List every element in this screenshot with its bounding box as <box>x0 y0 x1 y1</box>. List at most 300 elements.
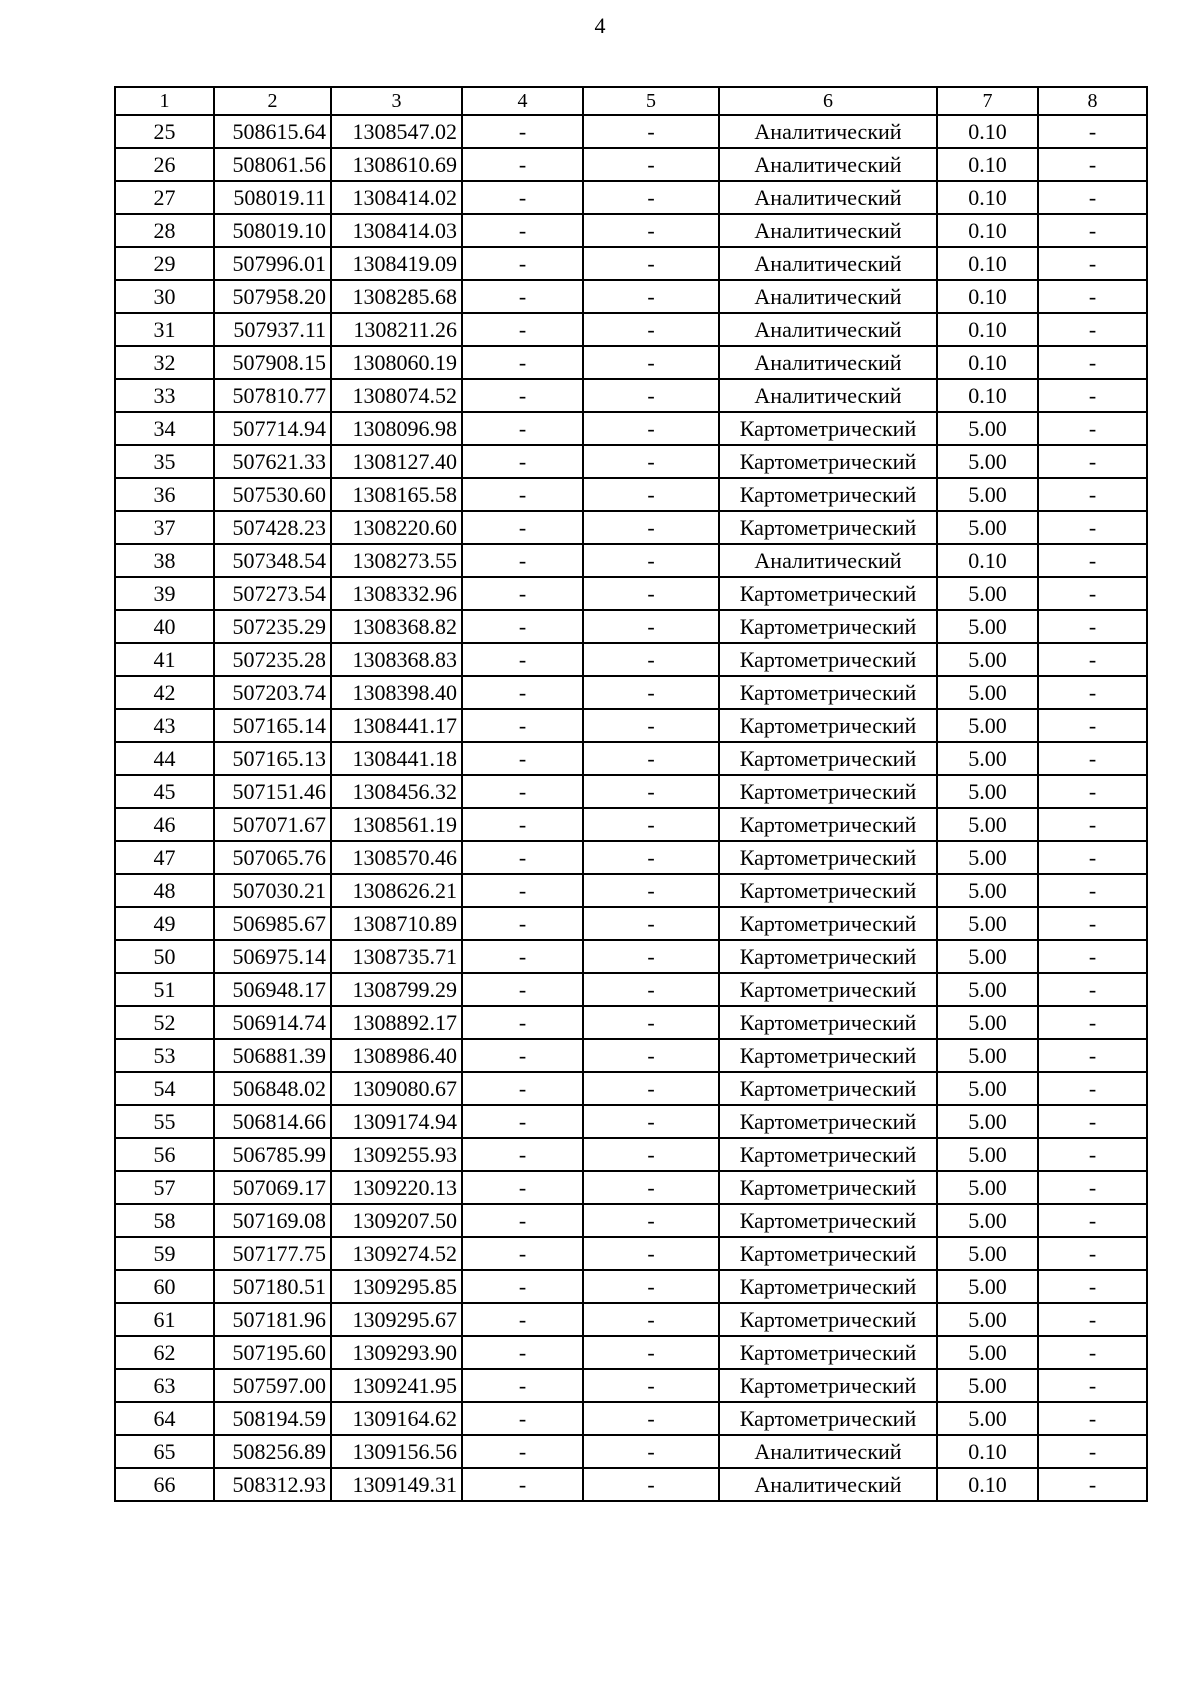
table-cell: 1308211.26 <box>331 313 462 346</box>
table-cell: 507348.54 <box>214 544 331 577</box>
table-cell: 57 <box>115 1171 214 1204</box>
table-row <box>115 1336 1147 1369</box>
table-cell: 31 <box>115 313 214 346</box>
table-cell: - <box>583 742 719 775</box>
table-cell: Картометрический <box>719 808 937 841</box>
table-cell: - <box>583 445 719 478</box>
table-cell: 39 <box>115 577 214 610</box>
table-cell: - <box>462 280 583 313</box>
table-cell: Картометрический <box>719 1303 937 1336</box>
table-cell: 52 <box>115 1006 214 1039</box>
table-cell: 506975.14 <box>214 940 331 973</box>
table-cell: 64 <box>115 1402 214 1435</box>
table-cell: - <box>1038 1204 1147 1237</box>
table-cell: 508615.64 <box>214 115 331 148</box>
table-cell: 507065.76 <box>214 841 331 874</box>
table-cell: 507177.75 <box>214 1237 331 1270</box>
table-cell: - <box>583 973 719 1006</box>
table-cell: - <box>1038 1336 1147 1369</box>
table-cell: - <box>462 841 583 874</box>
table-cell: 65 <box>115 1435 214 1468</box>
table-cell: 0.10 <box>937 544 1038 577</box>
table-cell: 0.10 <box>937 115 1038 148</box>
table-cell: 25 <box>115 115 214 148</box>
table-cell: 1308441.18 <box>331 742 462 775</box>
table-cell: - <box>1038 1270 1147 1303</box>
table-cell: 1308735.71 <box>331 940 462 973</box>
table-cell: 5.00 <box>937 643 1038 676</box>
table-cell: - <box>462 577 583 610</box>
table-cell: 48 <box>115 874 214 907</box>
table-cell: - <box>1038 1072 1147 1105</box>
table-cell: - <box>583 709 719 742</box>
table-cell: 27 <box>115 181 214 214</box>
table-row <box>115 775 1147 808</box>
table-cell: 63 <box>115 1369 214 1402</box>
table-cell: Картометрический <box>719 676 937 709</box>
table-cell: 53 <box>115 1039 214 1072</box>
table-cell: - <box>583 214 719 247</box>
table-cell: 5.00 <box>937 1303 1038 1336</box>
table-cell: - <box>462 1237 583 1270</box>
table-cell: Картометрический <box>719 610 937 643</box>
table-cell: - <box>462 1435 583 1468</box>
table-cell: 5.00 <box>937 940 1038 973</box>
table-cell: Аналитический <box>719 346 937 379</box>
table-cell: 0.10 <box>937 181 1038 214</box>
table-cell: 5.00 <box>937 1369 1038 1402</box>
table-cell: 1309174.94 <box>331 1105 462 1138</box>
table-row <box>115 1138 1147 1171</box>
table-cell: 0.10 <box>937 1468 1038 1501</box>
table-cell: 56 <box>115 1138 214 1171</box>
table-cell: - <box>583 313 719 346</box>
table-cell: 61 <box>115 1303 214 1336</box>
table-cell: 1308096.98 <box>331 412 462 445</box>
table-cell: 507235.28 <box>214 643 331 676</box>
table-cell: 1308561.19 <box>331 808 462 841</box>
table-cell: 1308414.03 <box>331 214 462 247</box>
table-cell: 5.00 <box>937 610 1038 643</box>
table-cell: - <box>583 1039 719 1072</box>
table-cell: - <box>1038 1303 1147 1336</box>
table-cell: - <box>1038 379 1147 412</box>
table-cell: Картометрический <box>719 1402 937 1435</box>
table-cell: 0.10 <box>937 346 1038 379</box>
table-cell: Картометрический <box>719 874 937 907</box>
table-cell: 5.00 <box>937 1171 1038 1204</box>
table-cell: Аналитический <box>719 181 937 214</box>
table-cell: Картометрический <box>719 1072 937 1105</box>
table-cell: 60 <box>115 1270 214 1303</box>
table-cell: 507937.11 <box>214 313 331 346</box>
table-cell: 41 <box>115 643 214 676</box>
table-cell: - <box>583 346 719 379</box>
table-cell: - <box>1038 610 1147 643</box>
table-cell: 59 <box>115 1237 214 1270</box>
table-cell: - <box>462 1171 583 1204</box>
table-cell: - <box>583 148 719 181</box>
table-cell: 5.00 <box>937 478 1038 511</box>
table-row <box>115 973 1147 1006</box>
table-cell: 1309080.67 <box>331 1072 462 1105</box>
table-cell: 507151.46 <box>214 775 331 808</box>
column-header: 7 <box>937 87 1038 115</box>
table-cell: 66 <box>115 1468 214 1501</box>
table-cell: 42 <box>115 676 214 709</box>
table-cell: - <box>583 1237 719 1270</box>
table-cell: - <box>462 313 583 346</box>
table-cell: 1308986.40 <box>331 1039 462 1072</box>
coordinates-table <box>114 86 1148 1502</box>
table-cell: - <box>462 1270 583 1303</box>
table-cell: 40 <box>115 610 214 643</box>
table-cell: - <box>583 1171 719 1204</box>
table-cell: 1309156.56 <box>331 1435 462 1468</box>
table-cell: - <box>462 1072 583 1105</box>
table-cell: - <box>1038 742 1147 775</box>
table-cell: 507428.23 <box>214 511 331 544</box>
column-header: 8 <box>1038 87 1147 115</box>
table-cell: 507169.08 <box>214 1204 331 1237</box>
table-cell: 507996.01 <box>214 247 331 280</box>
table-cell: 1308398.40 <box>331 676 462 709</box>
table-cell: - <box>583 808 719 841</box>
table-cell: - <box>583 511 719 544</box>
table-cell: 1308285.68 <box>331 280 462 313</box>
table-cell: 508256.89 <box>214 1435 331 1468</box>
table-cell: 1308074.52 <box>331 379 462 412</box>
table-cell: Картометрический <box>719 1369 937 1402</box>
table-cell: 507714.94 <box>214 412 331 445</box>
table-row <box>115 1204 1147 1237</box>
table-cell: 506948.17 <box>214 973 331 1006</box>
table-cell: - <box>462 115 583 148</box>
table-cell: 62 <box>115 1336 214 1369</box>
table-cell: 0.10 <box>937 280 1038 313</box>
table-cell: - <box>462 973 583 1006</box>
table-cell: 5.00 <box>937 577 1038 610</box>
table-cell: 1308127.40 <box>331 445 462 478</box>
table-cell: 1309220.13 <box>331 1171 462 1204</box>
table-cell: 507069.17 <box>214 1171 331 1204</box>
table-cell: Картометрический <box>719 742 937 775</box>
table-row <box>115 808 1147 841</box>
column-header: 5 <box>583 87 719 115</box>
table-cell: - <box>583 412 719 445</box>
table-cell: 1309295.85 <box>331 1270 462 1303</box>
table-cell: 507203.74 <box>214 676 331 709</box>
table-cell: - <box>1038 1171 1147 1204</box>
table-cell: - <box>462 940 583 973</box>
table-cell: 5.00 <box>937 511 1038 544</box>
table-cell: Картометрический <box>719 577 937 610</box>
table-row <box>115 1369 1147 1402</box>
table-cell: Картометрический <box>719 1237 937 1270</box>
table-cell: 44 <box>115 742 214 775</box>
table-row <box>115 874 1147 907</box>
table-cell: - <box>462 775 583 808</box>
table-cell: - <box>462 544 583 577</box>
table-cell: 506785.99 <box>214 1138 331 1171</box>
table-cell: 1308419.09 <box>331 247 462 280</box>
table-cell: - <box>583 841 719 874</box>
table-cell: - <box>462 1039 583 1072</box>
table-cell: 507165.14 <box>214 709 331 742</box>
table-cell: - <box>1038 247 1147 280</box>
table-row <box>115 742 1147 775</box>
table-cell: 49 <box>115 907 214 940</box>
table-cell: Картометрический <box>719 1336 937 1369</box>
table-cell: 5.00 <box>937 1072 1038 1105</box>
table-row <box>115 148 1147 181</box>
table-cell: - <box>583 874 719 907</box>
table-cell: 1308414.02 <box>331 181 462 214</box>
table-cell: 1308332.96 <box>331 577 462 610</box>
table-cell: 5.00 <box>937 1204 1038 1237</box>
table-cell: 507597.00 <box>214 1369 331 1402</box>
table-cell: - <box>1038 808 1147 841</box>
table-cell: 26 <box>115 148 214 181</box>
table-cell: - <box>462 247 583 280</box>
table-cell: - <box>462 808 583 841</box>
table-cell: - <box>1038 544 1147 577</box>
table-cell: 1308570.46 <box>331 841 462 874</box>
table-cell: 1309293.90 <box>331 1336 462 1369</box>
table-cell: - <box>1038 1138 1147 1171</box>
table-cell: - <box>1038 775 1147 808</box>
table-cell: - <box>1038 214 1147 247</box>
table-cell: 51 <box>115 973 214 1006</box>
table-cell: 508019.11 <box>214 181 331 214</box>
table-cell: 507908.15 <box>214 346 331 379</box>
table-cell: - <box>583 247 719 280</box>
table-cell: 1308368.82 <box>331 610 462 643</box>
table-cell: - <box>462 643 583 676</box>
table-cell: 43 <box>115 709 214 742</box>
table-cell: - <box>1038 1468 1147 1501</box>
table-cell: Картометрический <box>719 1006 937 1039</box>
table-cell: - <box>1038 841 1147 874</box>
table-row <box>115 841 1147 874</box>
table-cell: 1308165.58 <box>331 478 462 511</box>
table-cell: - <box>1038 1369 1147 1402</box>
table-cell: 508061.56 <box>214 148 331 181</box>
header-row <box>115 87 1147 115</box>
table-cell: 5.00 <box>937 907 1038 940</box>
table-cell: - <box>1038 478 1147 511</box>
table-row <box>115 346 1147 379</box>
table-cell: 1309149.31 <box>331 1468 462 1501</box>
table-cell: - <box>462 181 583 214</box>
table-cell: - <box>462 511 583 544</box>
table-cell: 5.00 <box>937 445 1038 478</box>
table-row <box>115 511 1147 544</box>
table-cell: 507273.54 <box>214 577 331 610</box>
table-cell: 1308626.21 <box>331 874 462 907</box>
table-cell: - <box>583 1336 719 1369</box>
table-cell: - <box>462 1303 583 1336</box>
table-cell: 5.00 <box>937 808 1038 841</box>
table-cell: - <box>1038 445 1147 478</box>
table-row <box>115 280 1147 313</box>
table-cell: 1308610.69 <box>331 148 462 181</box>
table-cell: 46 <box>115 808 214 841</box>
table-cell: - <box>1038 643 1147 676</box>
table-cell: - <box>583 1435 719 1468</box>
table-cell: - <box>1038 973 1147 1006</box>
table-cell: - <box>462 379 583 412</box>
table-cell: - <box>1038 280 1147 313</box>
table-cell: 5.00 <box>937 1402 1038 1435</box>
table-cell: 5.00 <box>937 973 1038 1006</box>
table-cell: 0.10 <box>937 1435 1038 1468</box>
table-cell: Картометрический <box>719 643 937 676</box>
table-cell: - <box>462 412 583 445</box>
table-cell: - <box>1038 412 1147 445</box>
table-cell: Картометрический <box>719 478 937 511</box>
table-cell: - <box>1038 115 1147 148</box>
table-cell: 0.10 <box>937 214 1038 247</box>
table-cell: Аналитический <box>719 280 937 313</box>
table-cell: - <box>1038 1402 1147 1435</box>
table-cell: 0.10 <box>937 247 1038 280</box>
table-cell: 507530.60 <box>214 478 331 511</box>
table-cell: 33 <box>115 379 214 412</box>
table-cell: - <box>462 1006 583 1039</box>
table-row <box>115 1237 1147 1270</box>
table-cell: - <box>1038 1435 1147 1468</box>
table-cell: Картометрический <box>719 775 937 808</box>
table-row <box>115 940 1147 973</box>
table-cell: 0.10 <box>937 313 1038 346</box>
table-cell: 507810.77 <box>214 379 331 412</box>
table-cell: 5.00 <box>937 1138 1038 1171</box>
table-cell: - <box>583 1468 719 1501</box>
table-cell: Аналитический <box>719 1435 937 1468</box>
table-cell: Аналитический <box>719 544 937 577</box>
table-cell: 5.00 <box>937 1006 1038 1039</box>
table-cell: 5.00 <box>937 1270 1038 1303</box>
table-cell: - <box>1038 313 1147 346</box>
table-cell: - <box>462 346 583 379</box>
table-cell: 29 <box>115 247 214 280</box>
table-cell: 0.10 <box>937 379 1038 412</box>
table-cell: Картометрический <box>719 1270 937 1303</box>
table-cell: 1309207.50 <box>331 1204 462 1237</box>
table-cell: 507181.96 <box>214 1303 331 1336</box>
table-cell: Картометрический <box>719 511 937 544</box>
table-cell: 1309241.95 <box>331 1369 462 1402</box>
table-cell: 5.00 <box>937 874 1038 907</box>
table-cell: - <box>1038 709 1147 742</box>
table-cell: 34 <box>115 412 214 445</box>
table-cell: - <box>583 577 719 610</box>
table-cell: - <box>583 643 719 676</box>
table-cell: 50 <box>115 940 214 973</box>
table-row <box>115 709 1147 742</box>
table-row <box>115 907 1147 940</box>
table-cell: Картометрический <box>719 1039 937 1072</box>
table-row <box>115 1402 1147 1435</box>
table-cell: - <box>583 1105 719 1138</box>
column-header: 4 <box>462 87 583 115</box>
table-cell: Аналитический <box>719 1468 937 1501</box>
table-row <box>115 1270 1147 1303</box>
table-cell: 5.00 <box>937 1237 1038 1270</box>
table-cell: 35 <box>115 445 214 478</box>
table-row <box>115 1072 1147 1105</box>
table-cell: 1308273.55 <box>331 544 462 577</box>
table-cell: - <box>583 1303 719 1336</box>
table-cell: - <box>583 940 719 973</box>
table-cell: - <box>462 1369 583 1402</box>
table-cell: - <box>583 1369 719 1402</box>
table-cell: 5.00 <box>937 775 1038 808</box>
table-cell: - <box>462 1468 583 1501</box>
table-cell: 1308799.29 <box>331 973 462 1006</box>
table-cell: Картометрический <box>719 1138 937 1171</box>
table-cell: - <box>1038 1105 1147 1138</box>
table-cell: - <box>1038 1039 1147 1072</box>
table-cell: 1308456.32 <box>331 775 462 808</box>
table-cell: 38 <box>115 544 214 577</box>
table-cell: 507165.13 <box>214 742 331 775</box>
table-cell: 47 <box>115 841 214 874</box>
table-cell: Картометрический <box>719 1171 937 1204</box>
table-cell: 32 <box>115 346 214 379</box>
table-cell: 36 <box>115 478 214 511</box>
table-cell: - <box>1038 940 1147 973</box>
table-row <box>115 214 1147 247</box>
table-cell: - <box>583 1204 719 1237</box>
table-cell: Аналитический <box>719 214 937 247</box>
table-row <box>115 577 1147 610</box>
table-cell: - <box>1038 907 1147 940</box>
table-cell: - <box>462 676 583 709</box>
table-row <box>115 412 1147 445</box>
table-cell: - <box>583 478 719 511</box>
table-cell: 507030.21 <box>214 874 331 907</box>
table-cell: 1309295.67 <box>331 1303 462 1336</box>
table-cell: - <box>1038 1006 1147 1039</box>
column-header: 2 <box>214 87 331 115</box>
table-cell: - <box>462 1204 583 1237</box>
table-cell: - <box>462 478 583 511</box>
table-cell: - <box>583 775 719 808</box>
table-cell: - <box>462 874 583 907</box>
table-cell: 30 <box>115 280 214 313</box>
table-cell: 1308220.60 <box>331 511 462 544</box>
table-cell: 1308368.83 <box>331 643 462 676</box>
table-cell: 1308710.89 <box>331 907 462 940</box>
table-body <box>115 115 1147 1501</box>
table-cell: 506914.74 <box>214 1006 331 1039</box>
table-cell: 507621.33 <box>214 445 331 478</box>
table-row <box>115 1105 1147 1138</box>
table-cell: - <box>583 379 719 412</box>
column-header: 3 <box>331 87 462 115</box>
table-row <box>115 1171 1147 1204</box>
table-cell: 508312.93 <box>214 1468 331 1501</box>
table-cell: - <box>1038 148 1147 181</box>
table-cell: 1308892.17 <box>331 1006 462 1039</box>
table-cell: - <box>583 181 719 214</box>
table-cell: - <box>1038 676 1147 709</box>
table-cell: 5.00 <box>937 1336 1038 1369</box>
table-cell: Картометрический <box>719 1204 937 1237</box>
table-cell: 506814.66 <box>214 1105 331 1138</box>
